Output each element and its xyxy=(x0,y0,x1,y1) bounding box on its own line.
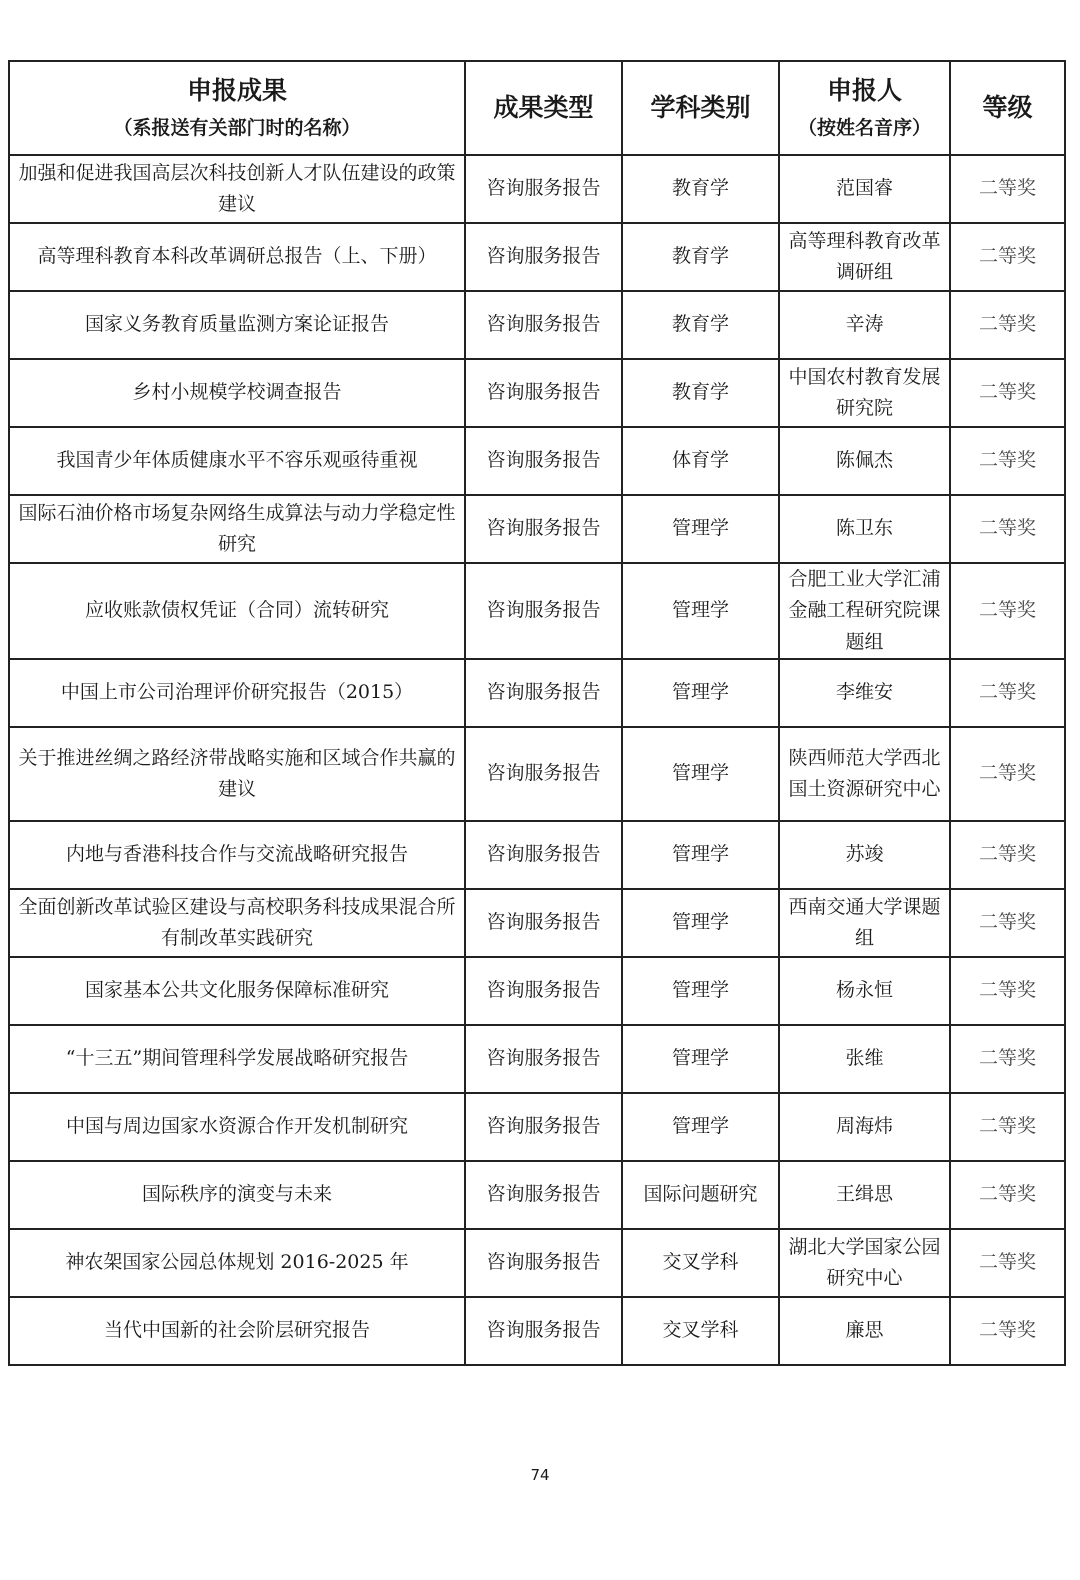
cell-grade: 二等奖 xyxy=(950,495,1065,563)
cell-discipline: 管理学 xyxy=(622,659,779,727)
cell-discipline: 国际问题研究 xyxy=(622,1161,779,1229)
cell-applicant: 陈佩杰 xyxy=(779,427,950,495)
cell-grade: 二等奖 xyxy=(950,957,1065,1025)
cell-title: 国家义务教育质量监测方案论证报告 xyxy=(9,291,465,359)
table-row xyxy=(9,563,1065,659)
cell-type: 咨询服务报告 xyxy=(465,659,622,727)
table-row xyxy=(9,495,1065,563)
cell-title: 高等理科教育本科改革调研总报告（上、下册） xyxy=(9,223,465,291)
cell-discipline: 教育学 xyxy=(622,291,779,359)
cell-discipline: 管理学 xyxy=(622,957,779,1025)
cell-title: 全面创新改革试验区建设与高校职务科技成果混合所有制改革实践研究 xyxy=(9,889,465,957)
cell-title: 关于推进丝绸之路经济带战略实施和区域合作共赢的建议 xyxy=(9,727,465,821)
cell-applicant: 王缉思 xyxy=(779,1161,950,1229)
cell-type: 咨询服务报告 xyxy=(465,1093,622,1161)
cell-applicant: 湖北大学国家公园研究中心 xyxy=(779,1229,950,1297)
cell-grade: 二等奖 xyxy=(950,1297,1065,1365)
table-row xyxy=(9,889,1065,957)
cell-grade: 二等奖 xyxy=(950,359,1065,427)
table-row xyxy=(9,1229,1065,1297)
table-row xyxy=(9,223,1065,291)
header-applicant xyxy=(779,61,950,155)
cell-type: 咨询服务报告 xyxy=(465,495,622,563)
cell-type: 咨询服务报告 xyxy=(465,223,622,291)
cell-applicant: 苏竣 xyxy=(779,821,950,889)
cell-discipline: 管理学 xyxy=(622,495,779,563)
table-row xyxy=(9,155,1065,223)
cell-title: 神农架国家公园总体规划 2016-2025 年 xyxy=(9,1229,465,1297)
cell-applicant: 高等理科教育改革调研组 xyxy=(779,223,950,291)
table-row xyxy=(9,1161,1065,1229)
cell-applicant: 廉思 xyxy=(779,1297,950,1365)
cell-type: 咨询服务报告 xyxy=(465,1025,622,1093)
cell-applicant: 范国睿 xyxy=(779,155,950,223)
cell-grade: 二等奖 xyxy=(950,1229,1065,1297)
cell-discipline: 教育学 xyxy=(622,155,779,223)
cell-title: 中国上市公司治理评价研究报告（2015） xyxy=(9,659,465,727)
header-applicant-label: 申报人 xyxy=(826,76,902,106)
header-applicant-note: （按姓名音序） xyxy=(797,116,931,139)
awards-table xyxy=(8,60,1066,1366)
cell-title: 内地与香港科技合作与交流战略研究报告 xyxy=(9,821,465,889)
table-row xyxy=(9,1297,1065,1365)
cell-grade: 二等奖 xyxy=(950,155,1065,223)
cell-type: 咨询服务报告 xyxy=(465,1229,622,1297)
cell-grade: 二等奖 xyxy=(950,821,1065,889)
header-achievement-note: （系报送有关部门时的名称） xyxy=(113,116,361,139)
cell-type: 咨询服务报告 xyxy=(465,727,622,821)
cell-discipline: 交叉学科 xyxy=(622,1297,779,1365)
cell-applicant: 中国农村教育发展研究院 xyxy=(779,359,950,427)
cell-title: 我国青少年体质健康水平不容乐观亟待重视 xyxy=(9,427,465,495)
cell-title: 应收账款债权凭证（合同）流转研究 xyxy=(9,563,465,659)
table-row xyxy=(9,659,1065,727)
cell-applicant: 西南交通大学课题组 xyxy=(779,889,950,957)
cell-type: 咨询服务报告 xyxy=(465,291,622,359)
cell-type: 咨询服务报告 xyxy=(465,155,622,223)
cell-grade: 二等奖 xyxy=(950,427,1065,495)
cell-discipline: 管理学 xyxy=(622,1093,779,1161)
cell-applicant: 陕西师范大学西北国土资源研究中心 xyxy=(779,727,950,821)
cell-title: 当代中国新的社会阶层研究报告 xyxy=(9,1297,465,1365)
cell-applicant: 辛涛 xyxy=(779,291,950,359)
cell-discipline: 管理学 xyxy=(622,727,779,821)
cell-grade: 二等奖 xyxy=(950,889,1065,957)
cell-type: 咨询服务报告 xyxy=(465,821,622,889)
cell-applicant: 杨永恒 xyxy=(779,957,950,1025)
cell-title: 国家基本公共文化服务保障标准研究 xyxy=(9,957,465,1025)
header-type: 成果类型 xyxy=(465,61,622,155)
cell-title: 乡村小规模学校调查报告 xyxy=(9,359,465,427)
table-row xyxy=(9,1093,1065,1161)
cell-discipline: 管理学 xyxy=(622,563,779,659)
header-achievement xyxy=(9,61,465,155)
cell-grade: 二等奖 xyxy=(950,1025,1065,1093)
cell-applicant: 合肥工业大学汇浦金融工程研究院课题组 xyxy=(779,563,950,659)
cell-grade: 二等奖 xyxy=(950,1093,1065,1161)
cell-grade: 二等奖 xyxy=(950,727,1065,821)
cell-discipline: 管理学 xyxy=(622,889,779,957)
table-row xyxy=(9,821,1065,889)
cell-type: 咨询服务报告 xyxy=(465,563,622,659)
cell-applicant: 陈卫东 xyxy=(779,495,950,563)
header-grade: 等级 xyxy=(950,61,1065,155)
cell-discipline: 教育学 xyxy=(622,223,779,291)
cell-grade: 二等奖 xyxy=(950,291,1065,359)
header-row xyxy=(9,61,1065,155)
header-achievement-label: 申报成果 xyxy=(186,76,287,106)
cell-type: 咨询服务报告 xyxy=(465,427,622,495)
cell-grade: 二等奖 xyxy=(950,563,1065,659)
cell-title: 国际石油价格市场复杂网络生成算法与动力学稳定性研究 xyxy=(9,495,465,563)
cell-type: 咨询服务报告 xyxy=(465,1161,622,1229)
table-row xyxy=(9,427,1065,495)
cell-grade: 二等奖 xyxy=(950,659,1065,727)
cell-discipline: 教育学 xyxy=(622,359,779,427)
cell-title: 中国与周边国家水资源合作开发机制研究 xyxy=(9,1093,465,1161)
table-row xyxy=(9,291,1065,359)
cell-applicant: 李维安 xyxy=(779,659,950,727)
cell-type: 咨询服务报告 xyxy=(465,957,622,1025)
header-discipline: 学科类别 xyxy=(622,61,779,155)
table-row xyxy=(9,359,1065,427)
cell-title: 国际秩序的演变与未来 xyxy=(9,1161,465,1229)
cell-type: 咨询服务报告 xyxy=(465,1297,622,1365)
cell-grade: 二等奖 xyxy=(950,1161,1065,1229)
table-row xyxy=(9,727,1065,821)
cell-applicant: 周海炜 xyxy=(779,1093,950,1161)
cell-type: 咨询服务报告 xyxy=(465,359,622,427)
cell-title: 加强和促进我国高层次科技创新人才队伍建设的政策建议 xyxy=(9,155,465,223)
cell-discipline: 管理学 xyxy=(622,821,779,889)
table-row xyxy=(9,1025,1065,1093)
cell-discipline: 管理学 xyxy=(622,1025,779,1093)
table-row xyxy=(9,957,1065,1025)
cell-discipline: 交叉学科 xyxy=(622,1229,779,1297)
cell-title: “十三五”期间管理科学发展战略研究报告 xyxy=(9,1025,465,1093)
cell-discipline: 体育学 xyxy=(622,427,779,495)
cell-applicant: 张维 xyxy=(779,1025,950,1093)
cell-grade: 二等奖 xyxy=(950,223,1065,291)
page-number: 74 xyxy=(530,1466,550,1484)
cell-type: 咨询服务报告 xyxy=(465,889,622,957)
